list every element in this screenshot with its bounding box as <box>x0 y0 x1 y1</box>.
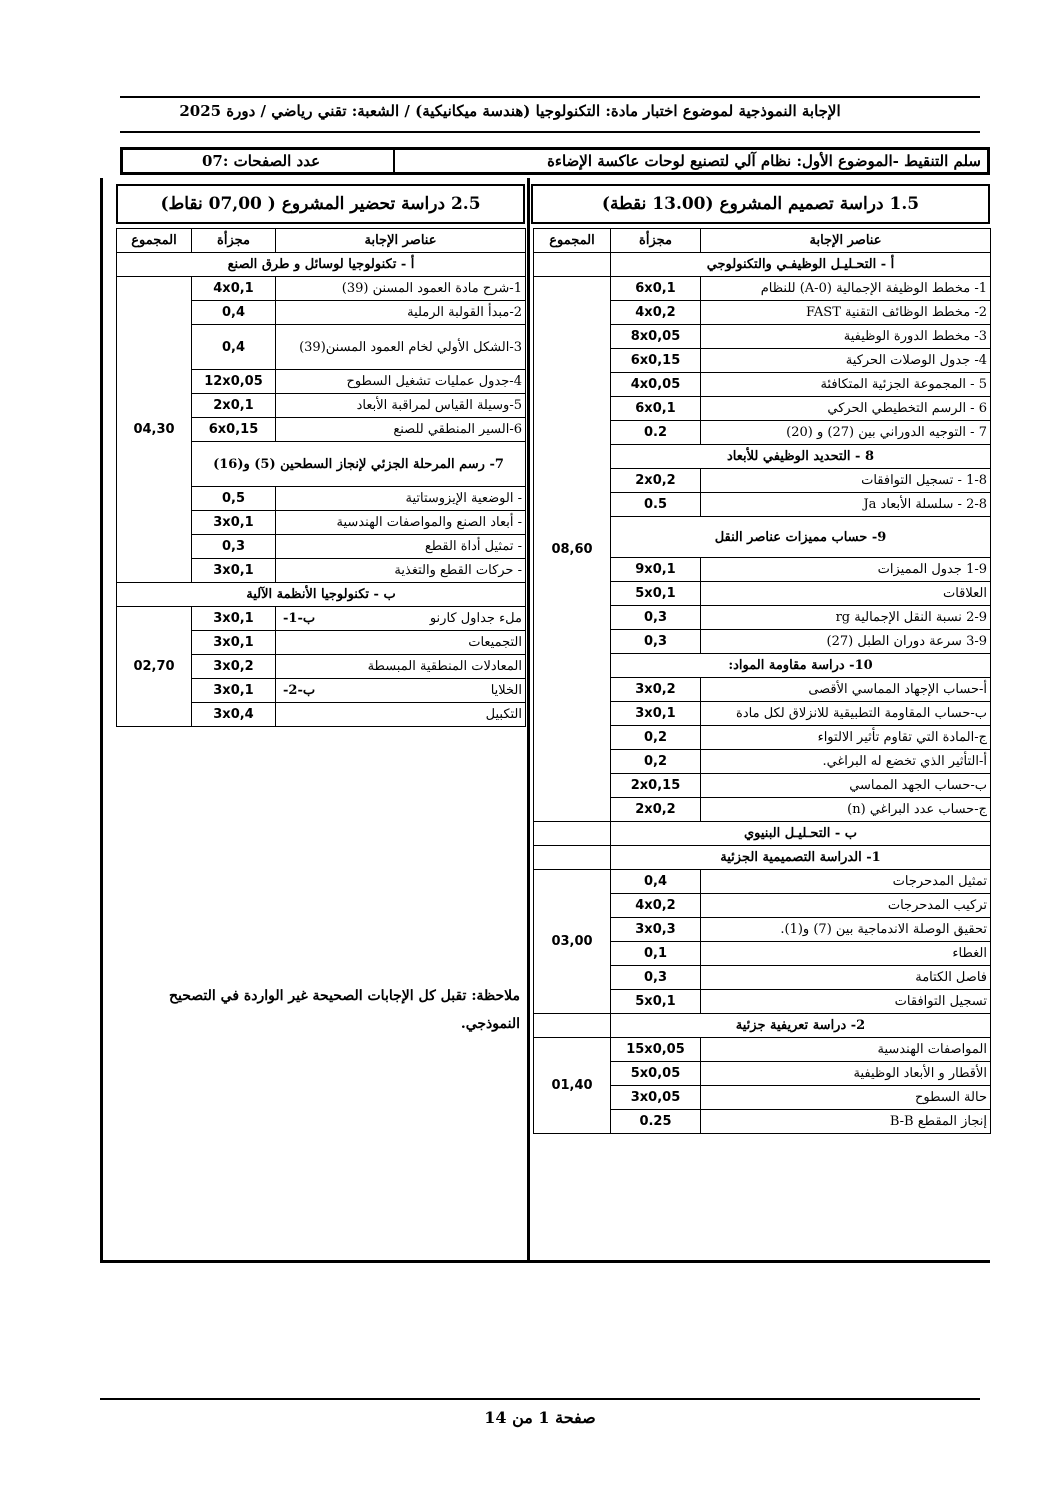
answer-item: 4-جدول عمليات تشغيل السطوح <box>276 370 526 394</box>
points-cell: 2x0,2 <box>611 798 701 822</box>
col-points-header: مجزأة <box>192 229 276 253</box>
table-row <box>534 229 991 253</box>
points-cell: 3x0,1 <box>192 511 276 535</box>
points-cell: 15x0,05 <box>611 1038 701 1062</box>
points-cell: 3x0,4 <box>192 703 276 727</box>
answer-item: المعادلات المنطقية المبسطة <box>276 655 526 679</box>
table-row <box>117 253 526 277</box>
section-a-title: أ - التحـليـل الوظيفـي والتكنولوجي <box>611 253 991 277</box>
points-cell: 4x0,1 <box>192 277 276 301</box>
answer-item: 1-9 جدول المميزات <box>701 558 991 582</box>
points-cell: 5x0,1 <box>611 582 701 606</box>
answer-item: 5 - المجموعة الجزئية المتكافئة <box>701 373 991 397</box>
left-table <box>116 228 526 727</box>
answer-item: حالة السطوح <box>701 1086 991 1110</box>
table-row <box>117 583 526 607</box>
col-items-header: عناصر الإجابة <box>701 229 991 253</box>
answer-item: ب-حساب المقاومة التطبيقية للانزلاق لكل مادة <box>701 702 991 726</box>
points-cell: 2x0,1 <box>192 394 276 418</box>
points-cell: 0,3 <box>611 630 701 654</box>
answer-item: المواصفات الهندسية <box>701 1038 991 1062</box>
answer-item: ب-حساب الجهد المماسي <box>701 774 991 798</box>
points-cell: 6x0,15 <box>192 418 276 442</box>
points-cell: 3x0,1 <box>192 679 276 703</box>
points-cell: 3x0,1 <box>192 607 276 631</box>
points-cell: 4x0,2 <box>611 894 701 918</box>
points-cell: 6x0,1 <box>611 277 701 301</box>
answer-item: 1- مخطط الوظيفة الإجمالية (A-0) للنظام <box>701 277 991 301</box>
points-cell: 0,4 <box>192 301 276 325</box>
answer-item: التكبيل <box>276 703 526 727</box>
answer-item: - حركات القطع والتغذية <box>276 559 526 583</box>
section-total: 01,40 <box>534 1038 611 1134</box>
left-heading: 2.5 دراسة تحضير المشروع ( 07,00 نقاط) <box>116 184 525 224</box>
table-row <box>117 277 526 301</box>
section-total: 08,60 <box>534 277 611 822</box>
answer-item: تمثيل المدحرجات <box>701 870 991 894</box>
answer-item: تركيب المدحرجات <box>701 894 991 918</box>
answer-item: 3-الشكل الأولي لخام العمود المسنن(39) <box>276 325 526 370</box>
section-total: 04,30 <box>117 277 192 583</box>
answer-item: الخلايا ب-2- <box>276 679 526 703</box>
table-row <box>117 229 526 253</box>
answer-item: التجميعات <box>276 631 526 655</box>
points-cell: 0,4 <box>192 325 276 370</box>
title-bar <box>120 147 990 175</box>
page-number: صفحة 1 من 14 <box>484 1408 596 1427</box>
table-row <box>534 277 991 301</box>
col-total-header: المجموع <box>117 229 192 253</box>
points-cell: 0,2 <box>611 750 701 774</box>
note: ملاحظة: تقبل كل الإجابات الصحيحة غير الواردة في التصحيح النموذجي. <box>168 988 520 1032</box>
page-header: الإجابة النموذجية لموضوع اختبار مادة: التكنولوجيا (هندسة ميكانيكية) / الشعبة: تقني رياضي / دورة 2025 <box>179 102 841 120</box>
table-row <box>534 846 991 870</box>
points-cell: 8x0,05 <box>611 325 701 349</box>
answer-item: فاصل الكتامة <box>701 966 991 990</box>
footer-rule <box>100 1398 980 1400</box>
points-cell: 9x0,1 <box>611 558 701 582</box>
answer-item: تسجيل التوافقات <box>701 990 991 1014</box>
answer-item: الأقطار و الأبعاد الوظيفية <box>701 1062 991 1086</box>
answer-item: أ-حساب الإجهاد المماسي الأقصى <box>701 678 991 702</box>
table-row <box>534 822 991 846</box>
points-cell: 5x0,05 <box>611 1062 701 1086</box>
subsection-title: 7- رسم المرحلة الجزئي لإنجاز السطحين (5) و(16) <box>192 442 526 487</box>
answer-item: 2- مخطط الوظائف التقنية FAST <box>701 301 991 325</box>
points-cell: 0,3 <box>192 535 276 559</box>
table-row <box>534 253 991 277</box>
section-b-title: ب - تكنولوجيا الأنظمة الآلية <box>117 583 526 607</box>
answer-item: 2-مبدأ القولبة الرملية <box>276 301 526 325</box>
points-cell: 0,3 <box>611 966 701 990</box>
subsection-title: 1- الدراسة التصميمية الجزئية <box>611 846 991 870</box>
section-b-title: ب - التحـليـل البنيوي <box>611 822 991 846</box>
points-cell: 12x0,05 <box>192 370 276 394</box>
answer-item: ج-حساب عدد البراغي (n) <box>701 798 991 822</box>
table-row <box>117 607 526 631</box>
answer-item: - تمثيل أداة القطع <box>276 535 526 559</box>
answer-item: 6 - الرسم التخطيطي الحركي <box>701 397 991 421</box>
points-cell: 0.25 <box>611 1110 701 1134</box>
section-total: 03,00 <box>534 870 611 1014</box>
points-cell: 2x0,15 <box>611 774 701 798</box>
empty-cell <box>534 846 611 870</box>
points-cell: 0,1 <box>611 942 701 966</box>
empty-cell <box>534 1014 611 1038</box>
answer-item: الغطاء <box>701 942 991 966</box>
points-cell: 3x0,1 <box>192 631 276 655</box>
right-table <box>533 228 991 1134</box>
answer-item: 4- جدول الوصلات الحركية <box>701 349 991 373</box>
points-cell: 0.5 <box>611 493 701 517</box>
col-points-header: مجزأة <box>611 229 701 253</box>
header-rule <box>120 131 980 133</box>
points-cell: 5x0,1 <box>611 990 701 1014</box>
answer-item: 1-شرح مادة العمود المسنن (39) <box>276 277 526 301</box>
answer-item: 5-وسيلة القياس لمراقبة الأبعاد <box>276 394 526 418</box>
empty-cell <box>534 253 611 277</box>
answer-item: 1-8 - تسجيل التوافقات <box>701 469 991 493</box>
points-cell: 0,4 <box>611 870 701 894</box>
answer-item: - أبعاد الصنع والمواصفات الهندسية <box>276 511 526 535</box>
points-cell: 3x0,3 <box>611 918 701 942</box>
points-cell: 3x0,2 <box>192 655 276 679</box>
points-cell: 3x0,05 <box>611 1086 701 1110</box>
table-row <box>534 870 991 894</box>
answer-item: العلاقات <box>701 582 991 606</box>
answer-item: - الوضعية الإيزوستاتية <box>276 487 526 511</box>
answer-item: 2-8 - سلسلة الأبعاد Ja <box>701 493 991 517</box>
section-a-title: أ - تكنولوجيا لوسائل و طرق الصنع <box>117 253 526 277</box>
points-cell: 0.2 <box>611 421 701 445</box>
subsection-title: 10- دراسة مقاومة المواد: <box>611 654 991 678</box>
answer-item: تحقيق الوصلة الاندماجية بين (7) و(1). <box>701 918 991 942</box>
answer-item: ج-المادة التي تقاوم تأثير الالتواء <box>701 726 991 750</box>
group-label: ب-1- <box>283 611 316 626</box>
points-cell: 3x0,1 <box>192 559 276 583</box>
col-total-header: المجموع <box>534 229 611 253</box>
subject-title: سلم التنقيط -الموضوع الأول: نظام آلي لتصنيع لوحات عاكسة الإضاءة <box>393 150 987 172</box>
answer-item: 7 - التوجيه الدوراني بين (27) و (20) <box>701 421 991 445</box>
top-rule <box>120 96 980 98</box>
column-separator <box>527 178 530 1263</box>
answer-item: إنجاز المقطع B-B <box>701 1110 991 1134</box>
points-cell: 4x0,2 <box>611 301 701 325</box>
answer-item: 6-السير المنطقي للصنع <box>276 418 526 442</box>
points-cell: 0,5 <box>192 487 276 511</box>
points-cell: 6x0,1 <box>611 397 701 421</box>
empty-cell <box>534 822 611 846</box>
group-label: ب-2- <box>283 683 316 698</box>
points-cell: 0,2 <box>611 726 701 750</box>
table-row <box>534 1014 991 1038</box>
points-cell: 2x0,2 <box>611 469 701 493</box>
subsection-title: 9- حساب مميزات عناصر النقل <box>611 517 991 558</box>
answer-item: 2-9 نسبة النقل الإجمالية rg <box>701 606 991 630</box>
subsection-title: 8 - التحديد الوظيفي للأبعاد <box>611 445 991 469</box>
points-cell: 3x0,2 <box>611 678 701 702</box>
col-items-header: عناصر الإجابة <box>276 229 526 253</box>
points-cell: 0,3 <box>611 606 701 630</box>
answer-item: 3- مخطط الدورة الوظيفية <box>701 325 991 349</box>
answer-item: ملء جداول كارنو ب-1- <box>276 607 526 631</box>
subsection-title: 2- دراسة تعريفية جزئية <box>611 1014 991 1038</box>
page-count: عدد الصفحات :07 <box>201 152 321 170</box>
answer-item: 3-9 سرعة دوران الطبل (27) <box>701 630 991 654</box>
points-cell: 4x0,05 <box>611 373 701 397</box>
table-row <box>534 1038 991 1062</box>
section-total: 02,70 <box>117 607 192 727</box>
points-cell: 6x0,15 <box>611 349 701 373</box>
points-cell: 3x0,1 <box>611 702 701 726</box>
answer-item: أ-التأثير الذي تخضع له البراغي. <box>701 750 991 774</box>
right-heading: 1.5 دراسة تصميم المشروع (13.00 نقطة) <box>531 184 990 224</box>
